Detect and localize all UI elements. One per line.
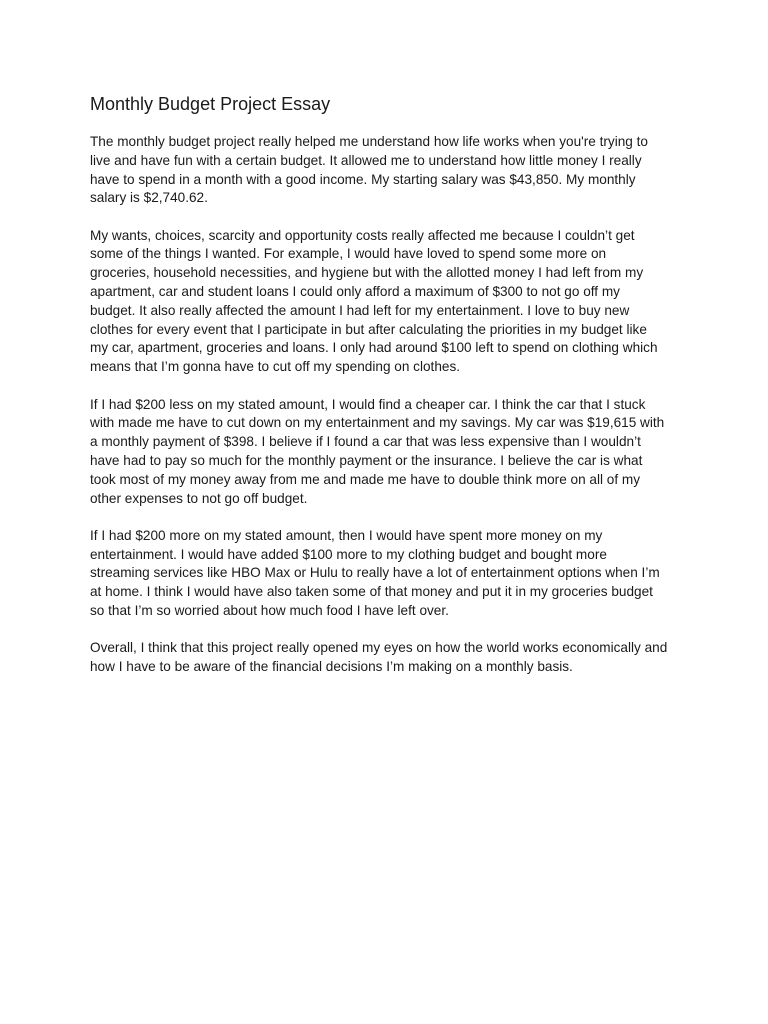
text-line: salary is $2,740.62. (90, 190, 208, 206)
text-line: at home. I think I would have also taken some of that money and put it in my groceries budget (90, 584, 653, 600)
text-line: have had to pay so much for the monthly payment or the insurance. I believe the car is what (90, 452, 643, 468)
text-line: how I have to be aware of the financial decisions I’m making on a monthly basis. (90, 659, 573, 675)
text-line: If I had $200 less on my stated amount, I would find a cheaper car. I think the car that I stuck (90, 396, 646, 412)
text-line: took most of my money away from me and made me have to double think more on all of my (90, 471, 641, 487)
text-line: other expenses to not go off budget. (90, 490, 308, 506)
text-line: apartment, car and student loans I could only afford a maximum of $300 to not go off my (90, 284, 620, 300)
text-line: Overall, I think that this project really opened my eyes on how the world works economically and (90, 640, 668, 656)
text-line: If I had $200 more on my stated amount, then I would have spent more money on my (90, 527, 603, 543)
document-body (90, 92, 690, 695)
paragraph-wants-choices (90, 227, 690, 377)
text-line: My wants, choices, scarcity and opportunity costs really affected me because I couldn’t get (90, 227, 635, 243)
text-line: have to spend in a month with a good income. My starting salary was $43,850. My monthly (90, 171, 636, 187)
text-line: budget. It also really affected the amount I had left for my entertainment. I love to buy new (90, 302, 630, 318)
text-line: live and have fun with a certain budget. It allowed me to understand how little money I really (90, 152, 642, 168)
paragraph-conclusion (90, 639, 690, 677)
document-title: Monthly Budget Project Essay (90, 94, 331, 114)
text-line: streaming services like HBO Max or Hulu to really have a lot of entertainment options when I’m (90, 565, 660, 581)
text-line: some of the things I wanted. For example, I would have loved to spend some more on (90, 246, 607, 262)
text-line: groceries, household necessities, and hygiene but with the allotted money I had left from my (90, 265, 644, 281)
text-line: means that I’m gonna have to cut off my spending on clothes. (90, 359, 461, 375)
text-line: with made me have to cut down on my entertainment and my savings. My car was $19,615 with (90, 415, 665, 431)
paragraph-200-more (90, 527, 690, 621)
text-line: entertainment. I would have added $100 more to my clothing budget and bought more (90, 546, 607, 562)
paragraph-200-less (90, 396, 690, 509)
text-line: clothes for every event that I participate in but after calculating the priorities in my budget like (90, 321, 647, 337)
text-line: my car, apartment, groceries and loans. I only had around $100 left to spend on clothing which (90, 340, 658, 356)
text-line: The monthly budget project really helped me understand how life works when you're trying to (90, 134, 648, 149)
paragraph-introduction (90, 133, 690, 208)
text-line: a monthly payment of $398. I believe if I found a car that was less expensive than I wouldn’t (90, 434, 641, 450)
text-line: so that I’m so worried about how much food I have left over. (90, 603, 449, 619)
